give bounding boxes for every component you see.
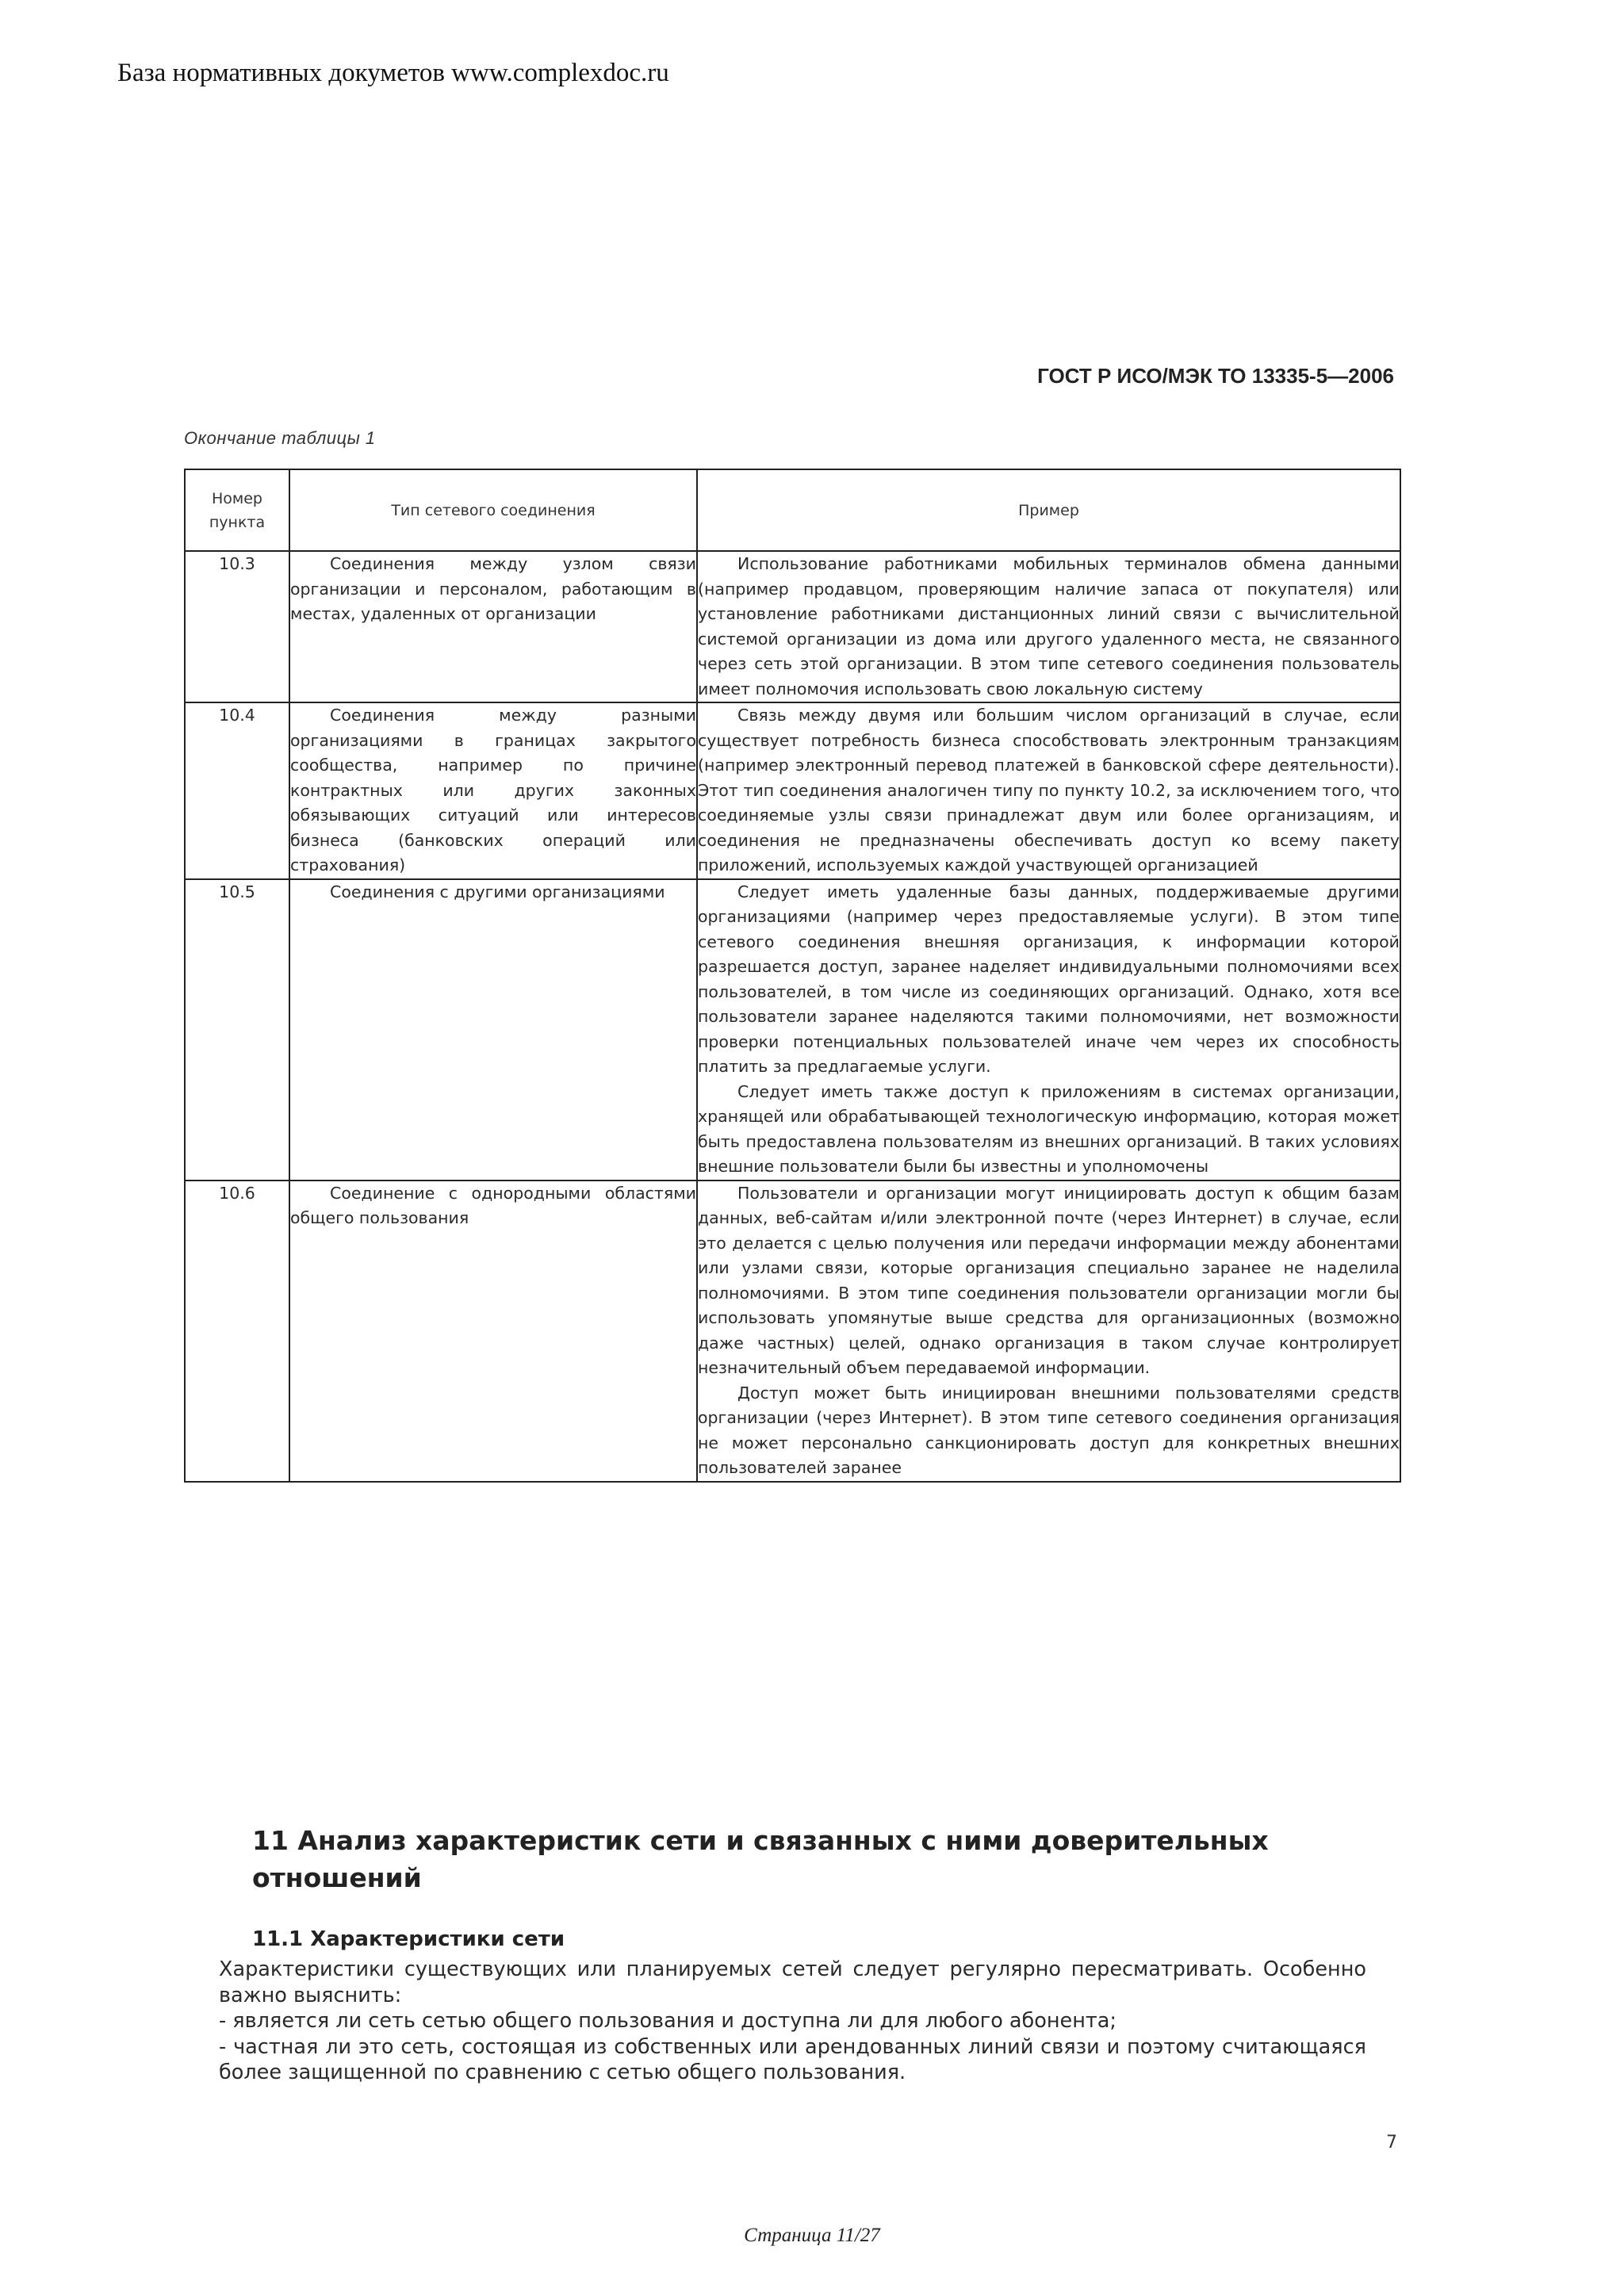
- body-paragraph-text: Характеристики существующих или планируемых сетей следует регулярно пересматривать. Особенно важно выяснить:: [219, 1957, 1366, 2007]
- subsection-title: 11.1 Характеристики сети: [252, 1927, 565, 1951]
- row-number: 10.4: [185, 702, 289, 879]
- header-connection-type: Тип сетевого соединения: [289, 469, 697, 551]
- connection-type-text: Соединения между разными организациями в границах закрытого сообщества, например по причине контрактных или других законных обязывающих ситуаций или интересов бизнеса (банковских операций или страхования): [290, 706, 696, 874]
- row-connection-type: [289, 879, 697, 1181]
- table-header-row: [185, 469, 1400, 551]
- document-code: ГОСТ Р ИСО/МЭК ТО 13335-5—2006: [1037, 364, 1394, 388]
- row-number: 10.6: [185, 1181, 289, 1482]
- body-list-item-text: - является ли сеть сетью общего пользования и доступна ли для любого абонента;: [219, 2009, 1116, 2033]
- row-example: [697, 1181, 1400, 1482]
- row-example: [697, 551, 1400, 702]
- page-number: 7: [1386, 2133, 1397, 2152]
- header-number: Номер пункта: [185, 469, 289, 551]
- example-paragraph: Пользователи и организации могут инициировать доступ к общим базам данных, веб-сайтам и/или электронной почте (через Интернет) в случае, если это делается с целью получения или передачи информации между абонентами или узлами связи, которые организация специально заранее не наделила полномочиями. В этом типе соединения пользователи организации могли бы использовать упомянутые выше средства для организационных (возможно даже частных) целей, однако организация в таком случае контролирует незначительный объем передаваемой информации.: [698, 1183, 1400, 1377]
- row-example: [697, 702, 1400, 879]
- row-example: [697, 879, 1400, 1181]
- connection-type-text: Соединения между узлом связи организации и персоналом, работающим в местах, удаленных от организации: [290, 554, 696, 623]
- body-paragraph: [219, 1957, 1366, 2008]
- row-number: 10.5: [185, 879, 289, 1181]
- connections-table: [184, 469, 1401, 1483]
- page-footer: Страница 11/27: [744, 2225, 880, 2246]
- connection-type-text: Соединения с другими организациями: [330, 882, 665, 901]
- header-example: Пример: [697, 469, 1400, 551]
- row-connection-type: [289, 702, 697, 879]
- example-paragraph: Доступ может быть инициирован внешними пользователями средств организации (через Интернет). В этом типе сетевого соединения организация не может персонально санкционировать доступ для конкретных внешних пользователей заранее: [698, 1383, 1400, 1477]
- body-text: [219, 1957, 1366, 2086]
- site-header: База нормативных докуметов www.complexdoc.ru: [117, 59, 669, 87]
- example-paragraph: Связь между двумя или большим числом организаций в случае, если существует потребность бизнеса способствовать электронным транзакциям (например электронный перевод платежей в банковской сфере деятельности). Этот тип соединения аналогичен типу по пункту 10.2, за исключением того, что соединяемые узлы связи принадлежат двум или более организациям, и соединения не предназначены обеспечивать доступ ко всему пакету приложений, используемых каждой участвующей организацией: [698, 706, 1400, 874]
- row-number: 10.3: [185, 551, 289, 702]
- row-connection-type: [289, 551, 697, 702]
- body-list-item-text: - частная ли это сеть, состоящая из собственных или арендованных линий связи и поэтому считающаяся более защищенной по сравнению с сетью общего пользования.: [219, 2034, 1366, 2084]
- body-list-item: [219, 2034, 1366, 2086]
- connection-type-text: Соединение с однородными областями общего пользования: [290, 1183, 696, 1227]
- row-connection-type: [289, 1181, 697, 1482]
- table-row: [185, 879, 1400, 1181]
- example-paragraph: Использование работниками мобильных терминалов обмена данными (например продавцом, проверяющим наличие запаса от покупателя) или установление работниками дистанционных линий связи с вычислительной системой организации из дома или другого удаленного места, не связанного через сеть этой организации. В этом типе сетевого соединения пользователь имеет полномочия использовать свою локальную систему: [698, 554, 1400, 698]
- table-row: [185, 551, 1400, 702]
- body-list-item: [219, 2008, 1366, 2034]
- section-title: 11 Анализ характеристик сети и связанных с ними доверительных отношений: [252, 1825, 1269, 1893]
- example-paragraph: Следует иметь также доступ к приложениям в системах организации, хранящей или обрабатывающей технологическую информацию, которая может быть предоставлена пользователям из внешних организаций. В таких условиях внешние пользователи были бы известны и уполномочены: [698, 1081, 1400, 1176]
- table-row: [185, 1181, 1400, 1482]
- table-row: [185, 702, 1400, 879]
- table-caption: Окончание таблицы 1: [184, 428, 376, 448]
- example-paragraph: Следует иметь удаленные базы данных, поддерживаемые другими организациями (например через предоставляемые услуги). В этом типе сетевого соединения внешняя организация, к информации которой разрешается доступ, заранее наделяет индивидуальными полномочиями всех пользователей, в том числе из соединяющих организаций. Однако, хотя все пользователи заранее наделяются такими полномочиями, нет возможности проверки потенциальных пользователей иначе чем через их способность платить за предлагаемые услуги.: [698, 882, 1400, 1076]
